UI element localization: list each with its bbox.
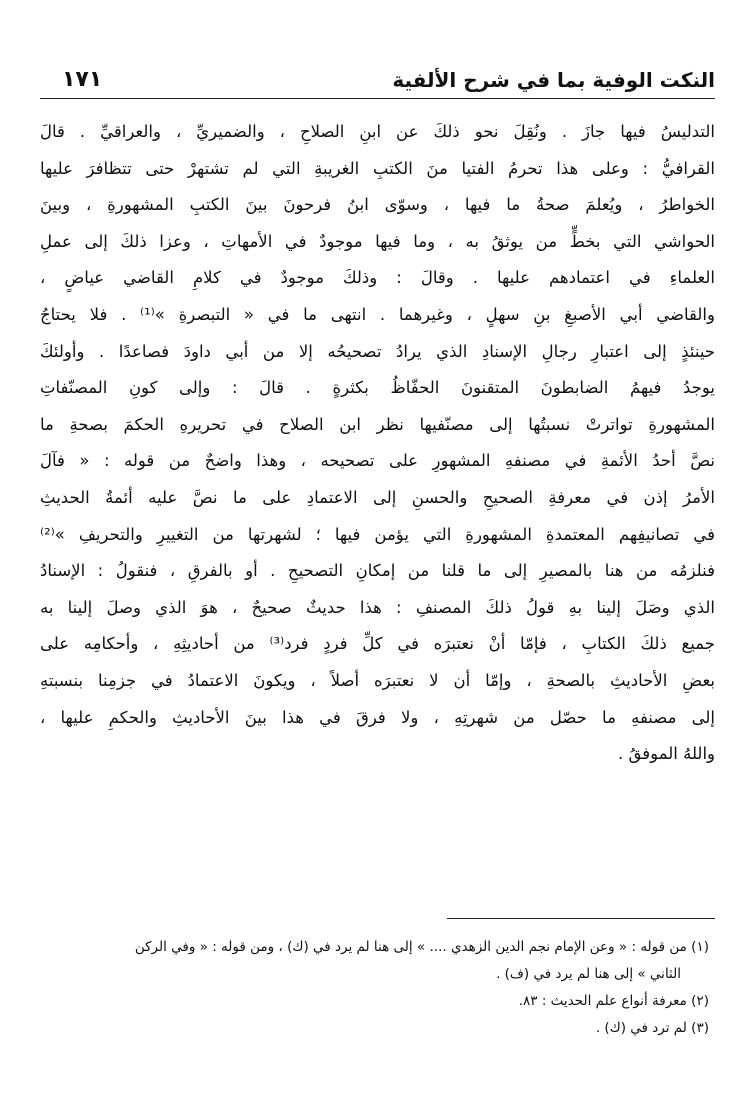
footnote-1-line-1: (١) من قوله : « وعن الإمام نجم الدين الزهدي .... » إلى هنا لم يرد في (ك) ، ومن قوله : « وفي الركن [134,939,709,955]
text-line: الذي وصَلَ إلينا بهِ قولُ ذلكَ المصنفِ : هذا حديثٌ صحيحٌ ، هوَ الذي وصلَ إلينا به [40,597,715,617]
footnotes-block [40,934,709,1042]
footnote-3: (٣) لم ترد في (ك) . [595,1020,709,1036]
text-line: الحواشي التي بخطٍّ من يوثقُ به ، وما فيها موجودٌ في الأمهاتِ ، وعزا ذلكَ إلى عملِ [40,231,715,251]
text-line: التدليسُ فيها جازَ . ونُقِلَ نحو ذلكَ عن ابنِ الصلاحِ ، والضميريِّ ، والعراقيِّ . قالَ [40,122,715,141]
text-line: المشهورةِ تواترتْ نسبتُها إلى مصنّفيها نظر ابن الصلاح في تحريرهِ الحكمَ بصحةِ ما [40,414,715,434]
text-line: في تصانيفِهم المعتمدةِ المشهورةِ التي يؤمن فيها ؛ لشهرتها من التغييرِ والتحريفِ »⁽²⁾ [40,524,715,544]
main-text-block [40,114,715,773]
running-header [40,58,715,99]
text-line: نصَّ أحدُ الأئمةِ في مصنفهِ المشهورِ على تصحيحه ، وهذا واضحٌ من قوله : « فآلَ [40,451,715,471]
running-title: النكت الوفية بما في شرح الألفية [392,68,715,92]
text-line: الأمرُ إذن في معرفةِ الصحيحِ والحسنِ إلى الاعتمادِ على ما نصَّ عليه أئمةُ الحديثِ [40,487,715,507]
text-line: جميع ذلكَ الكتابِ ، فإمّا أنْ نعتبرَه في كلِّ فردٍ فرد⁽³⁾ من أحاديثِهِ ، وأحكامِه على [40,634,715,654]
footnote-1 [40,934,709,988]
text-line: والقاضي أبي الأصبغِ بنِ سهلٍ ، وغيرهما . انتهى ما في « التبصرةِ »⁽¹⁾ . فلا يحتاجُ [40,304,715,324]
footnote-separator [447,918,715,919]
text-line: فنلزمُه من هنا بالمصيرِ إلى ما قلنا من إمكانِ التصحيحِ . أو بالفرقِ ، فنقولُ : الإسنادُ [40,561,715,581]
page-number: ١٧١ [62,67,103,92]
text-line: القرافيُّ : وعلى هذا تحرمُ الفتيا منَ الكتبِ الغريبةِ التي لم تشتهرْ حتى تتظافرَ عليها [40,158,715,178]
text-line: الخواطرُ ، ويُعلمَ صحةُ ما فيها ، وسوّى ابنُ فرحونَ بينَ الكتبِ المشهورةِ ، وبينَ [40,195,715,215]
text-line: يوجدُ فيهمُ الضابطونَ المتقنونَ الحفّاظُ بكثرةٍ . قالَ : وإلى كونِ المصنّفاتِ [40,378,715,398]
text-line: إلى مصنفهِ ما حصّل من شهرتِهِ ، ولا فرقَ في هذا بينَ الأحاديثِ والحكمِ عليها ، [40,707,715,727]
footnote-2: (٢) معرفة أنواع علم الحديث : ٨٣. [518,993,709,1009]
text-line: حينئذٍ إلى اعتبارِ رجالِ الإسنادِ الذي يرادُ تصحيحُه إلا من أبي داودَ فصاعدًا . وأولئكَ [40,341,715,361]
footnote-1-line-2: الثاني » إلى هنا لم يرد في (ف) . [496,966,681,982]
text-line: بعضِ الأحاديثِ بالصحةِ ، وإمّا أن لا نعتبرَه أصلاً ، ويكونَ الاعتمادُ في جزمِنا بنسبتهِ [40,670,715,690]
text-line: العلماءِ في اعتمادهم عليها . وقالَ : وذلكَ موجودٌ في كلامِ القاضي عياضٍ ، [40,268,715,288]
text-line: واللهُ الموفقُ . [618,744,715,764]
